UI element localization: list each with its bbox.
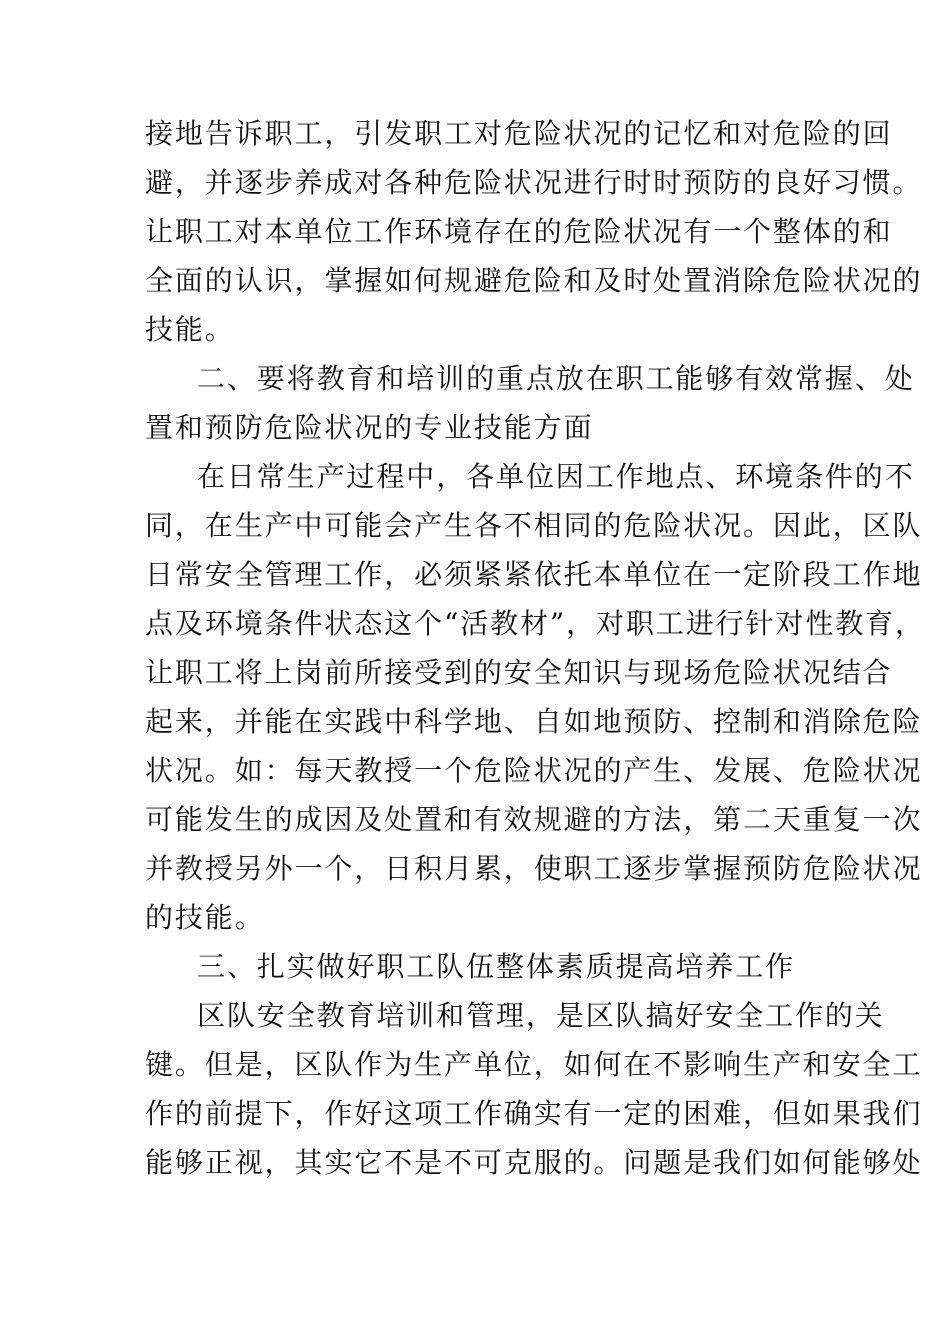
paragraph-start: 区队安全教育培训和管理，是区队搞好安全工作的关 <box>197 999 885 1032</box>
section-heading-3: 三、扎实做好职工队伍整体素质提高培养工作 <box>197 950 796 983</box>
text-line: 让职工对本单位工作环境存在的危险状况有一个整体的和 <box>145 215 893 248</box>
text-line: 接地告诉职工，引发职工对危险状况的记忆和对危险的回 <box>145 117 893 150</box>
text-line: 的技能。 <box>145 901 265 934</box>
text-line: 避，并逐步养成对各种危险状况进行时时预防的良好习惯。 <box>145 166 923 199</box>
text-line: 作的前提下，作好这项工作确实有一定的困难，但如果我们 <box>145 1097 923 1130</box>
text-line: 状况。如：每天教授一个危险状况的产生、发展、危险状况 <box>145 754 923 787</box>
text-line: 技能。 <box>145 313 235 346</box>
section-heading-2: 二、要将教育和培训的重点放在职工能够有效常握、处 <box>197 362 915 395</box>
text-line: 日常安全管理工作，必须紧紧依托本单位在一定阶段工作地 <box>145 558 923 591</box>
text-line: 键。但是，区队作为生产单位，如何在不影响生产和安全工 <box>145 1048 923 1081</box>
text-line: 并教授另外一个，日积月累，使职工逐步掌握预防危险状况 <box>145 852 923 885</box>
text-line: 全面的认识，掌握如何规避危险和及时处置消除危险状况的 <box>145 264 923 297</box>
text-line: 同，在生产中可能会产生各不相同的危险状况。因此，区队 <box>145 509 923 542</box>
text-line: 点及环境条件状态这个“活教材”，对职工进行针对性教育， <box>145 607 925 640</box>
paragraph-start: 在日常生产过程中，各单位因工作地点、环境条件的不 <box>197 460 915 493</box>
section-heading-2-cont: 置和预防危险状况的专业技能方面 <box>145 411 594 444</box>
text-line: 能够正视，其实它不是不可克服的。问题是我们如何能够处 <box>145 1146 923 1179</box>
text-line: 可能发生的成因及处置和有效规避的方法，第二天重复一次 <box>145 803 923 836</box>
text-line: 让职工将上岗前所接受到的安全知识与现场危险状况结合 <box>145 656 893 689</box>
text-line: 起来，并能在实践中科学地、自如地预防、控制和消除危险 <box>145 705 923 738</box>
